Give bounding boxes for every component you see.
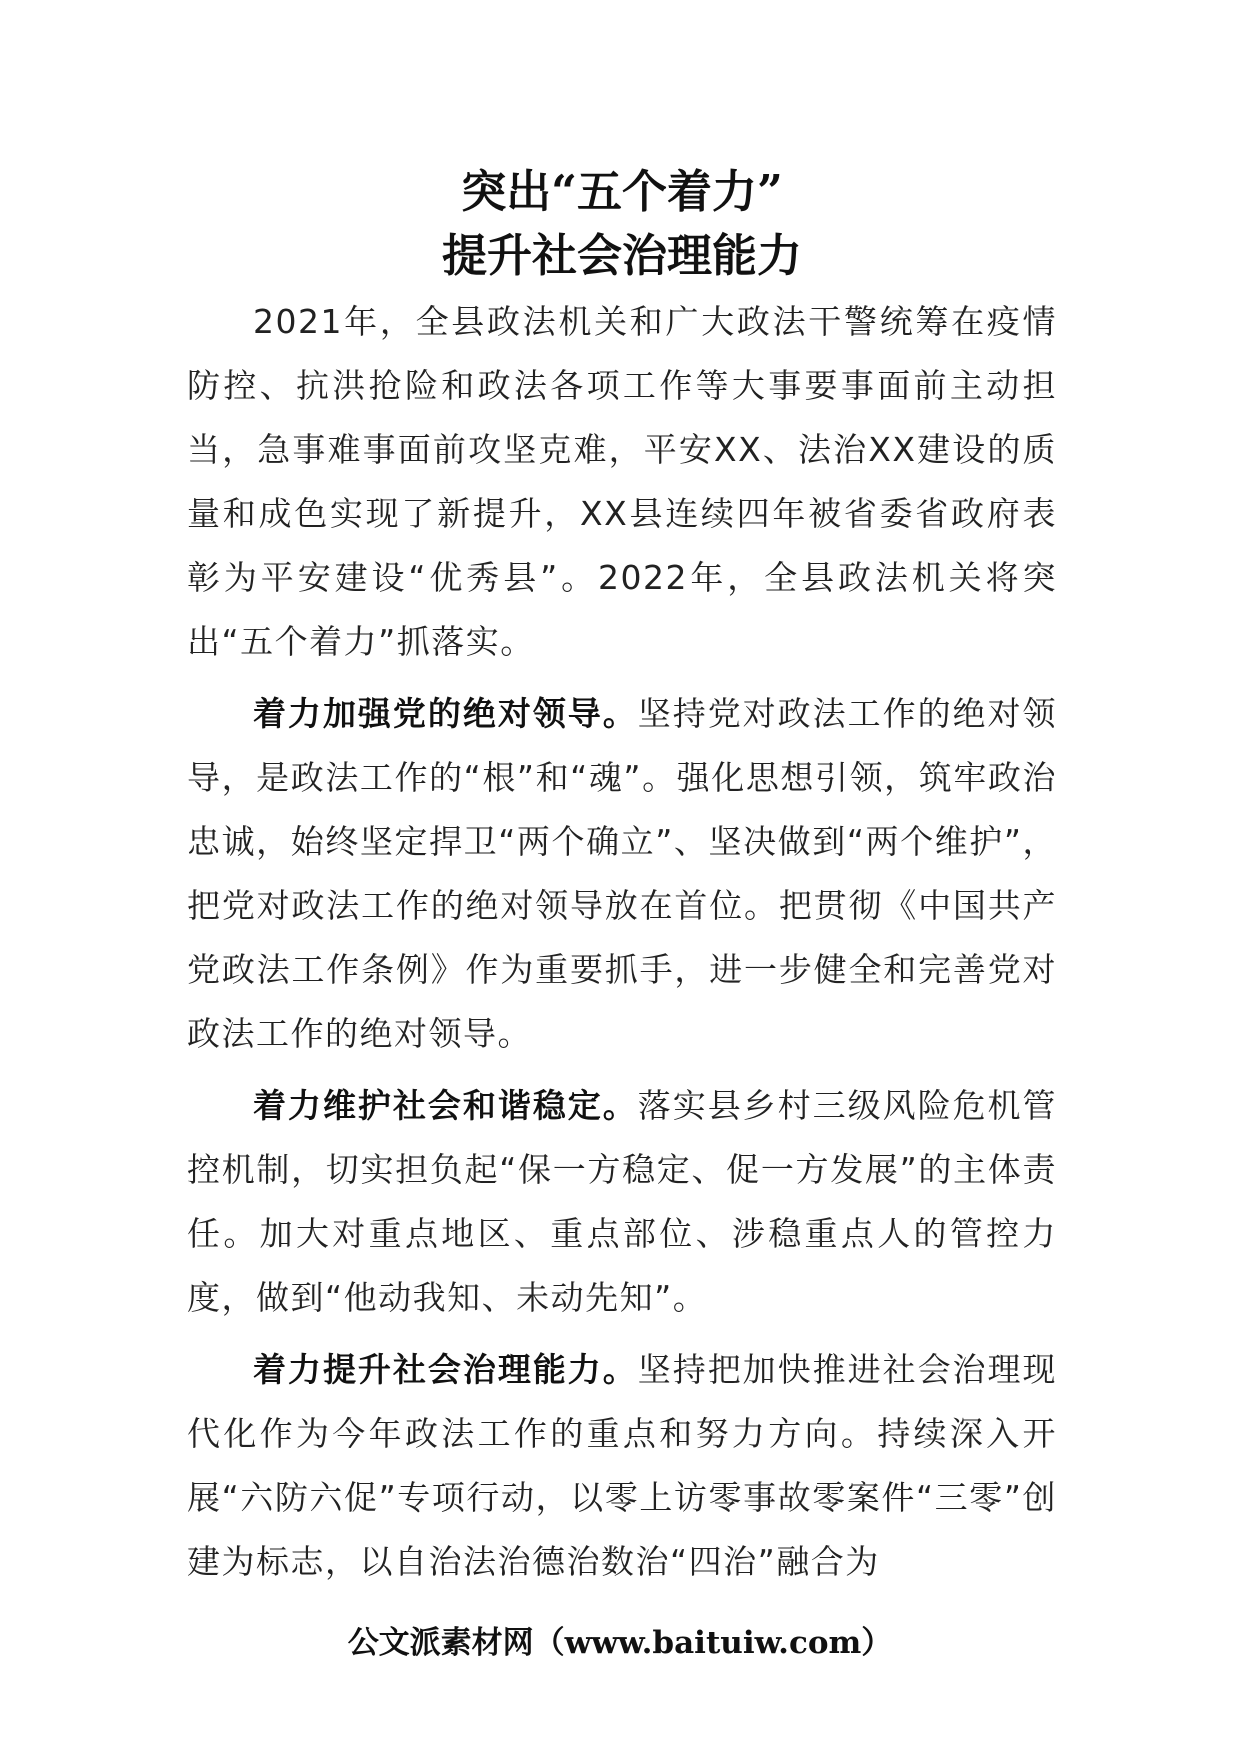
paragraph-text: 2021年，全县政法机关和广大政法干警统筹在疫情防控、抗洪抢险和政法各项工作等大事要事面前主动担当，急事难事面前攻坚克难，平安XX、法治XX建设的质量和成色实现了新提升，XX县连续四年被省委省政府表彰为平安建设“优秀县”。2022年，全县政法机关将突出“五个着力”抓落实。 [187,302,1057,661]
title-line-1: 突出“五个着力” [461,165,783,218]
paragraph-text: 坚持党对政法工作的绝对领导，是政法工作的“根”和“魂”。强化思想引领，筑牢政治忠诚，始终坚定捍卫“两个确立”、坚决做到“两个维护”，把党对政法工作的绝对领导放在首位。把贯彻《中国共产党政法工作条例》作为重要抓手，进一步健全和完善党对政法工作的绝对领导。 [187,694,1058,1053]
paragraph-intro [187,290,1057,674]
paragraph-governance-capacity [187,1338,1057,1594]
paragraph-lead: 着力提升社会治理能力。 [253,1350,638,1389]
paragraph-lead: 着力维护社会和谐稳定。 [253,1086,638,1125]
footer-watermark: 公文派素材网（www.baituiw.com） [347,1625,893,1661]
paragraph-social-stability [187,1074,1057,1330]
paragraph-text: 落实县乡村三级风险危机管控机制，切实担负起“保一方稳定、促一方发展”的主体责任。加大对重点地区、重点部位、涉稳重点人的管控力度，做到“他动我知、未动先知”。 [187,1086,1058,1317]
paragraph-party-leadership [187,682,1057,1066]
document-page [187,160,1057,1602]
paragraph-lead: 着力加强党的绝对领导。 [253,694,638,733]
paragraph-text: 坚持把加快推进社会治理现代化作为今年政法工作的重点和努力方向。持续深入开展“六防六促”专项行动，以零上访零事故零案件“三零”创建为标志，以自治法治德治数治“四治”融合为 [187,1350,1058,1581]
title-line-2: 提升社会治理能力 [441,229,802,282]
document-title [187,160,1057,288]
document-body [187,290,1057,1594]
